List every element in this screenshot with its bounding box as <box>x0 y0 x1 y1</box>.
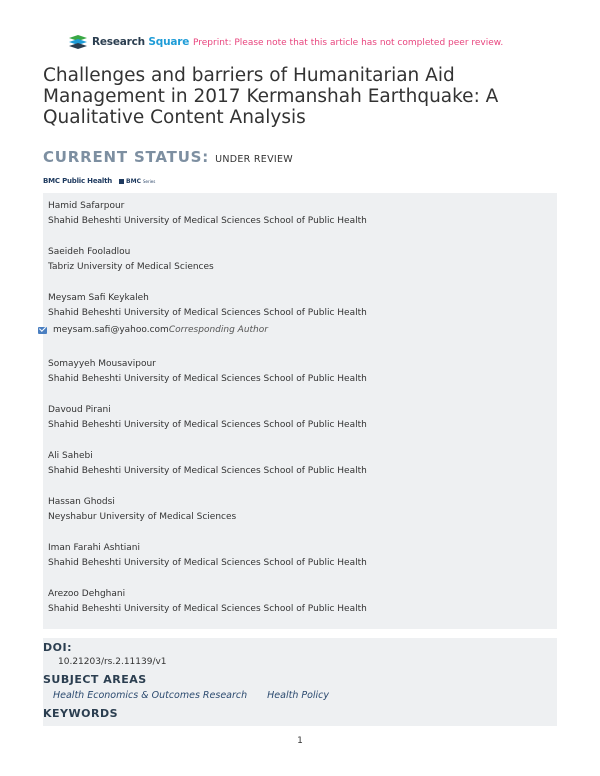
author-affiliation: Shahid Beheshti University of Medical Sciences School of Public Health <box>48 558 367 568</box>
author-affiliation: Tabriz University of Medical Sciences <box>48 262 214 272</box>
bmc-square-icon <box>119 179 124 184</box>
mail-icon <box>38 327 47 334</box>
subject-area-link[interactable]: Health Economics & Outcomes Research <box>53 690 248 701</box>
status-label: CURRENT STATUS: <box>43 148 210 166</box>
status-value: UNDER REVIEW <box>215 154 293 165</box>
author-affiliation: Shahid Beheshti University of Medical Sciences School of Public Health <box>48 216 367 226</box>
doi-link[interactable]: 10.21203/rs.2.11139/v1 <box>58 657 167 667</box>
page-number: 1 <box>297 736 303 746</box>
metadata-panel <box>43 638 557 726</box>
keywords-heading: KEYWORDS <box>43 707 119 720</box>
research-square-logo[interactable] <box>67 34 189 50</box>
author-name: Ali Sahebi <box>48 451 93 461</box>
subject-area-link[interactable]: Health Policy <box>267 690 330 701</box>
subject-areas-heading: SUBJECT AREAS <box>43 673 147 686</box>
preprint-notice: Preprint: Please note that this article has not completed peer review. <box>193 38 504 48</box>
author-item <box>48 403 367 433</box>
author-name: Hamid Safarpour <box>48 201 125 211</box>
author-affiliation: Neyshabur University of Medical Sciences <box>48 512 237 522</box>
author-name: Saeideh Fooladlou <box>48 247 131 257</box>
current-status <box>43 148 293 166</box>
author-item <box>48 357 367 387</box>
author-affiliation: Shahid Beheshti University of Medical Sciences School of Public Health <box>48 604 367 614</box>
author-item <box>48 291 367 321</box>
author-name: Hassan Ghodsi <box>48 497 115 507</box>
doi-heading: DOI: <box>43 641 72 654</box>
author-item <box>48 449 367 479</box>
author-item <box>48 541 367 571</box>
author-name: Davoud Pirani <box>48 405 111 415</box>
corresponding-email-row <box>38 325 268 335</box>
author-name: Iman Farahi Ashtiani <box>48 543 140 553</box>
author-affiliation: Shahid Beheshti University of Medical Sciences School of Public Health <box>48 308 367 318</box>
author-name: Arezoo Dehghani <box>48 589 126 599</box>
author-item <box>48 199 367 229</box>
subject-areas-list <box>53 690 349 701</box>
paper-title: Challenges and barriers of Humanitarian Aid Management in 2017 Kermanshah Earthquake: A Qualitative Content Analysis <box>43 65 499 128</box>
page-header <box>0 32 600 54</box>
author-item <box>48 587 367 617</box>
bmc-series-logo: BMC Series <box>119 178 155 185</box>
author-email[interactable]: meysam.safi@yahoo.com <box>53 325 169 335</box>
journal-name: BMC Public Health <box>43 177 113 185</box>
author-affiliation: Shahid Beheshti University of Medical Sciences School of Public Health <box>48 466 367 476</box>
journal-badge[interactable] <box>43 177 155 185</box>
author-name: Meysam Safi Keykaleh <box>48 293 149 303</box>
corresponding-author-label: Corresponding Author <box>168 325 268 335</box>
author-affiliation: Shahid Beheshti University of Medical Sciences School of Public Health <box>48 374 367 384</box>
author-item <box>48 245 214 275</box>
logo-text: Research Square <box>92 36 190 48</box>
author-affiliation: Shahid Beheshti University of Medical Sciences School of Public Health <box>48 420 367 430</box>
author-name: Somayyeh Mousavipour <box>48 359 156 369</box>
author-item <box>48 495 236 525</box>
research-square-logo-icon <box>67 34 89 50</box>
authors-panel <box>43 193 557 629</box>
